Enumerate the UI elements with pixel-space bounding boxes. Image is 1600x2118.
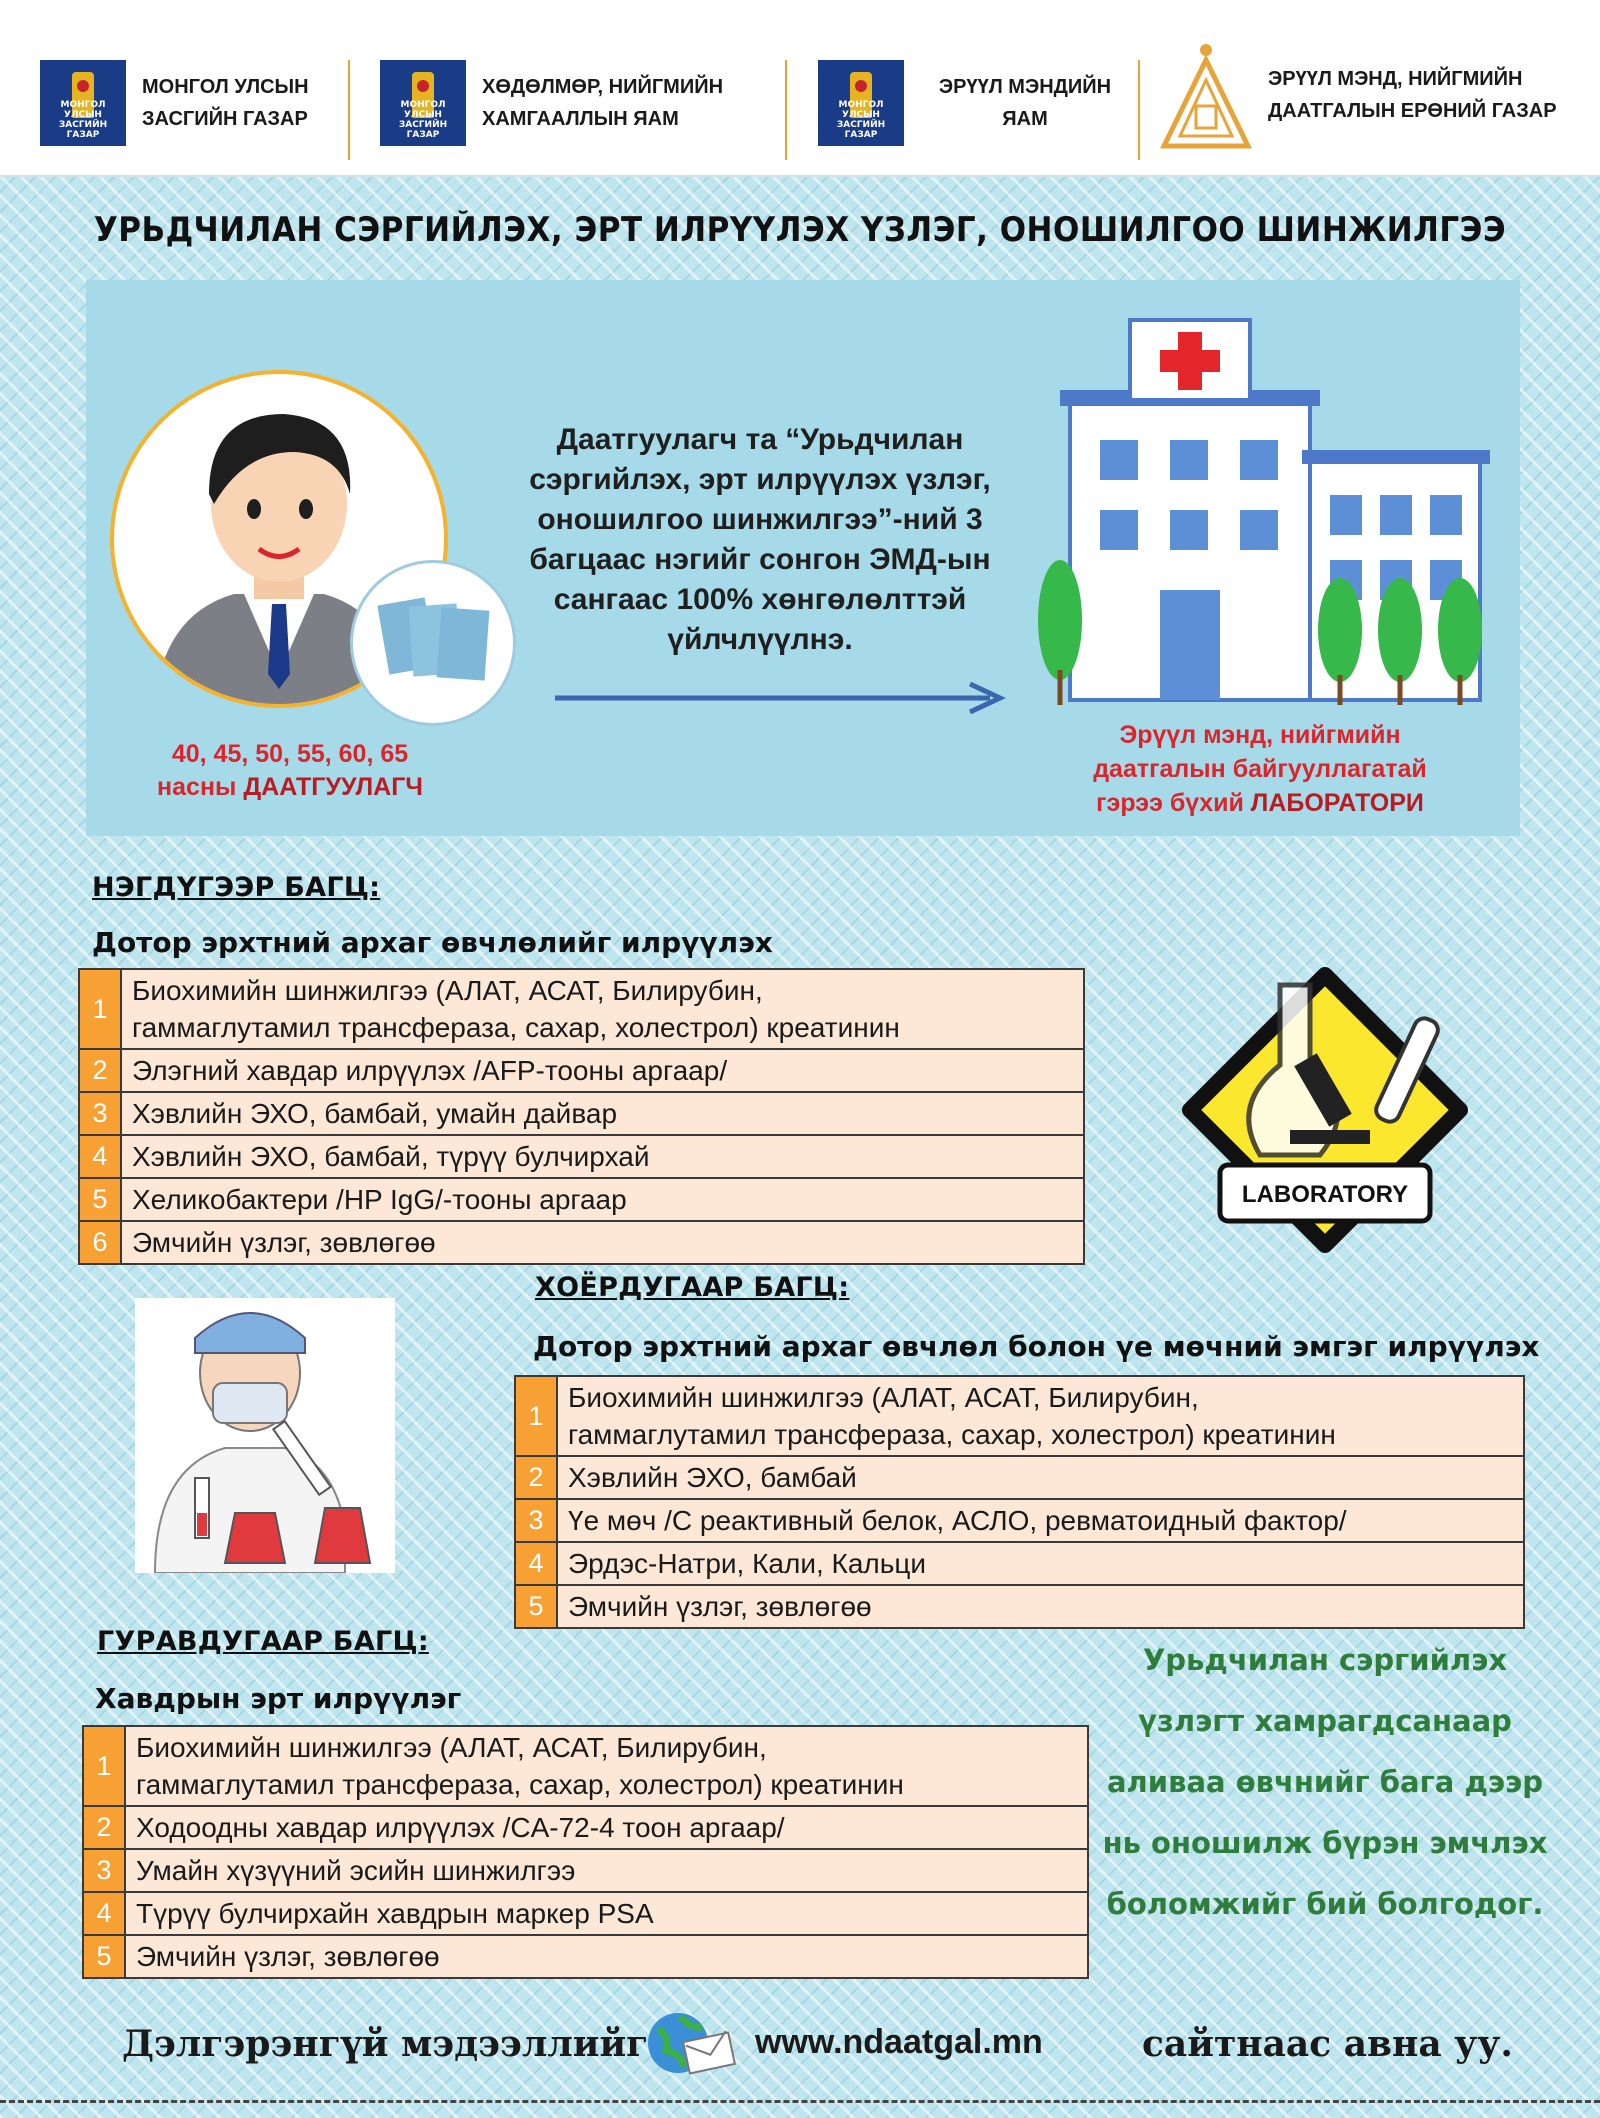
row-number: 2: [84, 1807, 126, 1848]
row-text: Хеликобактери /HP IgG/-тооны аргаар: [132, 1184, 627, 1215]
org-name: МОНГОЛ УЛСЫН ЗАСГИЙН ГАЗАР: [142, 76, 309, 130]
header-divider: [348, 60, 350, 160]
org-name: ХӨДӨЛМӨР, НИЙГМИЙН ХАМГААЛЛЫН ЯАМ: [482, 76, 724, 130]
org-name: ЭРҮҮЛ МЭНД, НИЙГМИЙН ДААТГАЛЫН ЕРӨНИЙ ГАЗАР: [1268, 68, 1557, 122]
row-text: Элэгний хавдар илрүүлэх /AFP-тооны аргаар/: [132, 1055, 728, 1086]
row-text: Биохимийн шинжилгээ (АЛАТ, АСАТ, Билирубин, гаммаглутамил трансфераза, сахар, холестрол) креатинин: [132, 975, 900, 1043]
row-text: Биохимийн шинжилгээ (АЛАТ, АСАТ, Билирубин, гаммаглутамил трансфераза, сахар, холестрол) креатинин: [568, 1382, 1336, 1450]
table-row: [516, 1457, 1523, 1500]
soyombo-emblem-icon: [818, 60, 904, 146]
lab-caption-line1: Эрүүл мэнд, нийгмийн: [1119, 721, 1401, 749]
row-text: Эрдэс-Натри, Кали, Кальци: [568, 1548, 926, 1579]
row-number: 2: [80, 1050, 122, 1091]
row-text: Үе мөч /С реактивный белок, АСЛО, ревматоидный фактор/: [568, 1505, 1347, 1536]
row-number: 5: [80, 1179, 122, 1220]
message-line: аливаа өвчнийг бага дээр: [1106, 1765, 1544, 1799]
table-row: [84, 1936, 1087, 1977]
row-number: 2: [516, 1457, 558, 1498]
lab-label: ЛАБОРАТОРИ: [1250, 789, 1424, 817]
soyombo-emblem-icon: [40, 60, 126, 146]
row-number: 5: [516, 1586, 558, 1627]
prevention-message: [1090, 1630, 1560, 1935]
table-row: [84, 1893, 1087, 1936]
hospital-building-icon: [1030, 310, 1500, 720]
message-line: Урьдчилан сэргийлэх: [1142, 1643, 1508, 1677]
header-bar: [0, 0, 1600, 177]
table-row: [80, 1136, 1083, 1179]
cut-line-divider: [0, 2100, 1600, 2103]
website-link[interactable]: www.ndaatgal.mn: [755, 2023, 1043, 2061]
org-name: ЭРҮҮЛ МЭНДИЙН ЯАМ: [938, 76, 1112, 130]
header-divider: [1138, 60, 1140, 160]
insured-label-line: [110, 771, 470, 804]
laboratory-sign-text: LABORATORY: [1241, 1181, 1409, 1208]
table-row: [84, 1727, 1087, 1807]
row-number: 1: [80, 970, 122, 1048]
globe-email-icon: [640, 2007, 740, 2077]
row-text: Умайн хүзүүний эсийн шинжилгээ: [136, 1855, 576, 1886]
lab-caption: [1040, 718, 1480, 820]
insured-prefix: насны: [157, 773, 244, 801]
row-number: 3: [516, 1500, 558, 1541]
package2-subtitle: Дотор эрхтний архаг өвчлөл болон үе мөчний эмгэг илрүүлэх: [533, 1330, 1540, 1363]
org-insurance-office: [1160, 50, 1557, 140]
row-number: 1: [516, 1377, 558, 1455]
package3-subtitle: Хавдрын эрт илрүүлэг: [95, 1682, 462, 1715]
table-row: [80, 1050, 1083, 1093]
emblem-caption: МОНГОЛ УЛСЫН ЗАСГИЙН ГАЗАР: [836, 100, 886, 140]
table-row: [80, 1093, 1083, 1136]
package2-heading: ХОЁРДУГААР БАГЦ:: [535, 1272, 850, 1303]
lab-caption-line2: даатгалын байгууллагатай: [1093, 755, 1427, 783]
arrow-right-icon: [550, 680, 1010, 716]
package3-heading: ГУРАВДУГААР БАГЦ:: [97, 1626, 429, 1657]
insured-label: ДААТГУУЛАГЧ: [243, 773, 423, 801]
table-row: [516, 1586, 1523, 1627]
table-row: [516, 1377, 1523, 1457]
table-row: [80, 970, 1083, 1050]
row-text: Ходоодны хавдар илрүүлэх /CA-72-4 тоон аргаар/: [136, 1812, 785, 1843]
message-line: боломжийг бий болгодог.: [1106, 1887, 1544, 1921]
message-line: нь оношилж бүрэн эмчлэх: [1102, 1826, 1548, 1860]
row-number: 4: [80, 1136, 122, 1177]
row-text: Биохимийн шинжилгээ (АЛАТ, АСАТ, Билирубин, гаммаглутамил трансфераза, сахар, холестрол) креатинин: [136, 1732, 904, 1800]
row-number: 5: [84, 1936, 126, 1977]
row-text: Эмчийн үзлэг, зөвлөгөө: [568, 1591, 872, 1622]
insurance-booklet-icon: [350, 560, 516, 726]
package2-table: [514, 1375, 1525, 1629]
footer-suffix-text: сайтнаас авна уу.: [1142, 2023, 1513, 2065]
laboratory-sign-icon: [1170, 955, 1480, 1265]
row-text: Эмчийн үзлэг, зөвлөгөө: [136, 1941, 440, 1972]
emblem-caption: МОНГОЛ УЛСЫН ЗАСГИЙН ГАЗАР: [58, 100, 108, 140]
table-row: [516, 1500, 1523, 1543]
lab-scientist-illustration: [135, 1298, 395, 1573]
lab-prefix: гэрээ бүхий: [1096, 789, 1251, 817]
table-row: [516, 1543, 1523, 1586]
package3-table: [82, 1725, 1089, 1979]
insured-caption: [110, 738, 470, 804]
org-government: [40, 58, 309, 148]
message-line: үзлэгт хамрагдсанаар: [1138, 1704, 1512, 1738]
row-number: 6: [80, 1222, 122, 1263]
table-row: [80, 1222, 1083, 1263]
table-row: [80, 1179, 1083, 1222]
org-health-ministry: [818, 58, 1130, 148]
row-number: 3: [84, 1850, 126, 1891]
row-text: Эмчийн үзлэг, зөвлөгөө: [132, 1227, 436, 1258]
emblem-caption: МОНГОЛ УЛСЫН ЗАСГИЙН ГАЗАР: [398, 100, 448, 140]
package1-subtitle: Дотор эрхтний архаг өвчлөлийг илрүүлэх: [92, 926, 773, 959]
intro-description: Даатгуулагч та “Урьдчилан сэргийлэх, эрт илрүүлэх үзлэг, оношилгоо шинжилгээ”-ний 3 багцаас нэгийг сонгон ЭМД-ын сангаас 100% хөнгөлөлттэй үйлчлүүлнэ.: [529, 423, 991, 656]
insured-ages: 40, 45, 50, 55, 60, 65: [171, 740, 409, 768]
row-number: 4: [84, 1893, 126, 1934]
footer-info-text: Дэлгэрэнгүй мэдээллийг: [122, 2023, 649, 2065]
row-text: Хэвлийн ЭХО, бамбай: [568, 1462, 857, 1493]
insurance-triangle-logo-icon: [1160, 40, 1252, 150]
row-number: 4: [516, 1543, 558, 1584]
org-labor-ministry: [380, 58, 723, 148]
table-row: [84, 1850, 1087, 1893]
table-row: [84, 1807, 1087, 1850]
row-text: Хэвлийн ЭХО, бамбай, түрүү булчирхай: [132, 1141, 650, 1172]
row-number: 3: [80, 1093, 122, 1134]
header-divider: [785, 60, 787, 160]
lab-caption-line3: [1040, 786, 1480, 820]
row-text: Түрүү булчирхайн хавдрын маркер PSA: [136, 1898, 654, 1929]
row-number: 1: [84, 1727, 126, 1805]
soyombo-emblem-icon: [380, 60, 466, 146]
package1-table: [78, 968, 1085, 1265]
package1-heading: НЭГДҮГЭЭР БАГЦ:: [92, 872, 381, 903]
row-text: Хэвлийн ЭХО, бамбай, умайн дайвар: [132, 1098, 618, 1129]
page-title: УРЬДЧИЛАН СЭРГИЙЛЭХ, ЭРТ ИЛРҮҮЛЭХ ҮЗЛЭГ, ОНОШИЛГОО ШИНЖИЛГЭЭ: [93, 210, 1507, 250]
footer: [0, 2015, 1600, 2085]
